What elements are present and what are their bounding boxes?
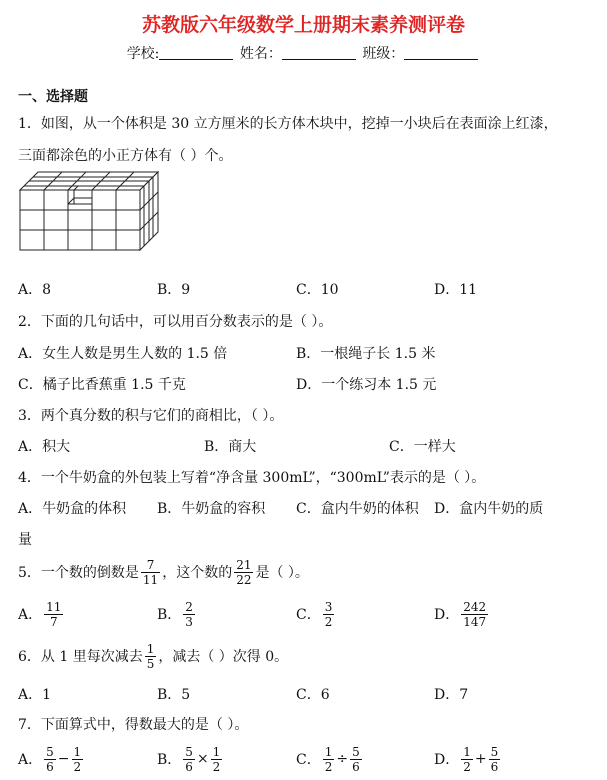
operand-b <box>72 745 84 774</box>
name-blank <box>282 45 356 60</box>
option-letter: B． <box>157 282 182 298</box>
option-letter: C． <box>296 282 321 298</box>
student-info-line <box>0 43 607 63</box>
option-letter: D． <box>434 501 460 517</box>
q5-fraction-2 <box>234 558 253 587</box>
option-letter: C． <box>296 607 321 623</box>
q5-option-c[interactable] <box>296 596 336 632</box>
option-letter: A． <box>18 282 43 298</box>
denominator: 6 <box>46 759 54 774</box>
q1-option-d[interactable] <box>434 279 477 299</box>
q4-option-b[interactable] <box>157 498 265 518</box>
option-fraction <box>461 600 488 629</box>
q6-option-d[interactable] <box>434 684 468 704</box>
option-text: 8 <box>42 282 52 298</box>
q3-option-b[interactable] <box>204 436 256 456</box>
option-fraction <box>323 600 335 629</box>
name-label: 姓名： <box>239 46 282 62</box>
numerator: 1 <box>212 744 221 759</box>
q2-option-d[interactable] <box>296 374 436 394</box>
option-text: 11 <box>459 282 478 298</box>
q7-option-a[interactable] <box>18 741 85 777</box>
numerator: 5 <box>490 744 499 759</box>
q1-option-a[interactable] <box>18 279 51 299</box>
q3-text: 3．两个真分数的积与它们的商相比，（ ）。 <box>18 408 284 424</box>
operand-a <box>323 745 335 774</box>
numerator: 3 <box>324 599 333 614</box>
q7-option-c[interactable] <box>296 741 364 777</box>
denominator: 2 <box>73 759 82 774</box>
option-letter: C． <box>18 377 43 393</box>
q6-post: ，减去（ ）次得 0。 <box>158 649 289 665</box>
denominator: 22 <box>236 572 252 587</box>
option-fraction <box>44 600 63 629</box>
q5-option-a[interactable] <box>18 596 65 632</box>
q6-fraction <box>145 642 157 671</box>
option-letter: A． <box>18 687 43 703</box>
numerator: 5 <box>352 744 360 759</box>
option-letter: A． <box>18 752 43 768</box>
numerator: 1 <box>73 744 82 759</box>
operator: + <box>474 751 487 767</box>
denominator: 2 <box>463 759 471 774</box>
option-letter: A． <box>18 439 43 455</box>
operand-a <box>44 745 56 774</box>
q5-pre: 5．一个数的倒数是 <box>18 565 139 581</box>
option-letter: A． <box>18 607 43 623</box>
option-text: 牛奶盒的容积 <box>181 501 266 517</box>
q5-fraction-1 <box>141 558 160 587</box>
option-letter: D． <box>434 687 460 703</box>
option-letter: B． <box>157 501 182 517</box>
option-letter: B． <box>157 607 182 623</box>
option-letter: B． <box>157 687 182 703</box>
school-label: 学校: <box>126 46 160 62</box>
q7-text: 7．下面算式中，得数最大的是（ ）。 <box>18 717 249 733</box>
operand-a <box>461 745 473 774</box>
denominator: 2 <box>324 759 333 774</box>
q6-text <box>18 638 288 674</box>
option-text: 女生人数是男生人数的 1.5 倍 <box>42 346 228 362</box>
q2-option-a[interactable] <box>18 343 227 363</box>
denominator: 2 <box>212 759 221 774</box>
option-fraction <box>183 600 195 629</box>
denominator: 6 <box>490 759 499 774</box>
option-text: 9 <box>181 282 191 298</box>
option-text: 商大 <box>228 439 257 455</box>
numerator: 21 <box>236 557 252 572</box>
option-text: 盒内牛奶的体积 <box>320 501 419 517</box>
option-letter: B． <box>204 439 229 455</box>
option-text: 一样大 <box>413 439 456 455</box>
option-letter: B． <box>157 752 182 768</box>
option-text: 橘子比香蕉重 1.5 千克 <box>42 377 186 393</box>
q5-text <box>18 554 309 590</box>
option-text: 6 <box>320 687 330 703</box>
numerator: 5 <box>46 744 54 759</box>
q4-option-d[interactable] <box>434 498 543 518</box>
numerator: 2 <box>185 599 193 614</box>
option-letter: D． <box>434 752 460 768</box>
q5-post: 是（ ）。 <box>255 565 309 581</box>
option-text: 5 <box>181 687 191 703</box>
numerator: 1 <box>324 744 333 759</box>
q2-option-b[interactable] <box>296 343 435 363</box>
option-letter: C． <box>296 752 321 768</box>
option-text: 积大 <box>42 439 71 455</box>
q4-option-a[interactable] <box>18 498 126 518</box>
q2-text: 2．下面的几句话中，可以用百分数表示的是（ ）。 <box>18 314 333 330</box>
school-blank <box>159 45 233 60</box>
q7-option-d[interactable] <box>434 741 502 777</box>
q6-pre: 6．从 1 里每次减去 <box>18 649 143 665</box>
q1-line2: 三面都涂色的小正方体有（ ）个。 <box>18 148 233 164</box>
operator: × <box>196 751 209 767</box>
option-letter: C． <box>389 439 414 455</box>
page-title: 苏教版六年级数学上册期末素养测评卷 <box>141 14 465 36</box>
numerator: 5 <box>185 744 193 759</box>
class-blank <box>404 45 478 60</box>
q3-option-a[interactable] <box>18 436 70 456</box>
option-text: 一个练习本 1.5 元 <box>321 377 437 393</box>
denominator: 5 <box>146 656 155 671</box>
q2-option-c[interactable] <box>18 374 186 394</box>
numerator: 1 <box>463 744 471 759</box>
option-text: 盒内牛奶的质 <box>459 501 544 517</box>
numerator: 11 <box>46 599 62 614</box>
q4-option-c[interactable] <box>296 498 419 518</box>
option-letter: D． <box>296 377 322 393</box>
numerator: 242 <box>463 599 487 614</box>
denominator: 2 <box>324 614 333 629</box>
operator: ÷ <box>336 751 349 767</box>
q6-option-c[interactable] <box>296 684 330 704</box>
denominator: 11 <box>142 572 159 587</box>
q5-option-d[interactable] <box>434 596 490 632</box>
q4-option-d-wrap: 量 <box>18 532 32 548</box>
operand-b <box>350 745 362 774</box>
option-text: 一根绳子长 1.5 米 <box>320 346 436 362</box>
operand-b <box>211 745 223 774</box>
denominator: 6 <box>185 759 193 774</box>
option-letter: D． <box>434 282 460 298</box>
q1-option-b[interactable] <box>157 279 190 299</box>
cuboid-figure <box>18 168 160 260</box>
option-letter: C． <box>296 687 321 703</box>
operand-a <box>183 745 195 774</box>
denominator: 147 <box>463 614 487 629</box>
q4-text: 4．一个牛奶盒的外包装上写着“净含量 300mL”，“300mL”表示的是（ ）。 <box>18 470 486 486</box>
denominator: 6 <box>352 759 360 774</box>
option-letter: D． <box>434 607 460 623</box>
q5-option-b[interactable] <box>157 596 197 632</box>
option-text: 7 <box>459 687 469 703</box>
q5-mid: ，这个数的 <box>162 565 233 581</box>
numerator: 1 <box>146 641 155 656</box>
q6-option-a[interactable] <box>18 684 51 704</box>
option-letter: C． <box>296 501 321 517</box>
q3-option-c[interactable] <box>389 436 456 456</box>
option-text: 牛奶盒的体积 <box>42 501 127 517</box>
q6-option-b[interactable] <box>157 684 190 704</box>
option-letter: B． <box>296 346 321 362</box>
option-letter: A． <box>18 346 43 362</box>
option-text: 10 <box>320 282 339 298</box>
operand-b <box>489 745 501 774</box>
option-text: 1 <box>42 687 52 703</box>
operator: − <box>57 751 70 767</box>
q1-option-c[interactable] <box>296 279 339 299</box>
numerator: 7 <box>141 558 160 573</box>
option-letter: A． <box>18 501 43 517</box>
q7-option-b[interactable] <box>157 741 224 777</box>
class-label: 班级： <box>362 46 405 62</box>
denominator: 3 <box>185 614 193 629</box>
denominator: 7 <box>49 614 58 629</box>
q1-line1: 1．如图，从一个体积是 30 立方厘米的长方体木块中，挖掉一小块后在表面涂上红漆， <box>18 116 558 132</box>
section-heading: 一、选择题 <box>18 89 88 105</box>
